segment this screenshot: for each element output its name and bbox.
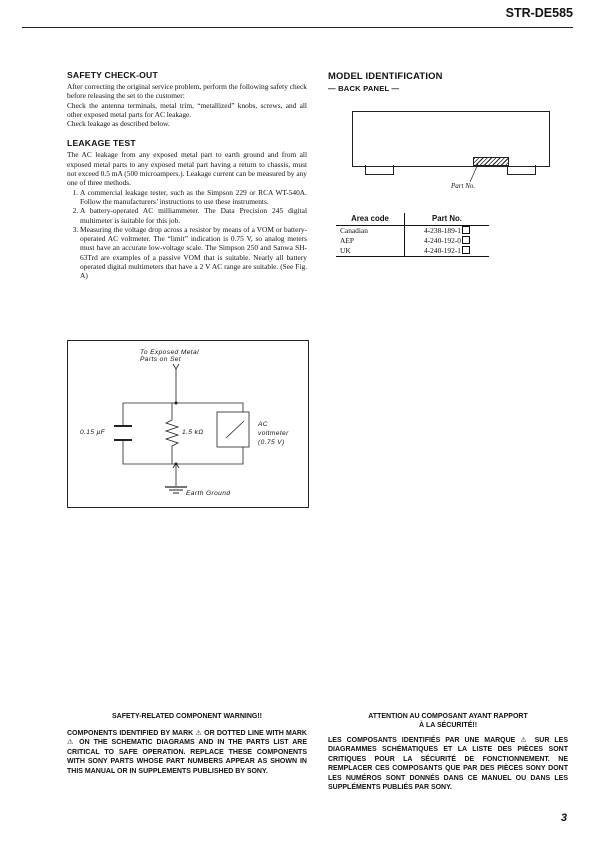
method-item: 3. Measuring the voltage drop across a resistor by means of a VOM or battery-operated AC voltmeter. The “limit” indication is 0.75 V, so analog meters must have an accurate low-voltage scale. The Simpson 250 and Sanwa SH-63Trd are examples of a passive VOM that is suitable. Nearly all battery operated digital multimeters that have a 2 V AC range are suitable. (See Fig. A) [80, 225, 307, 281]
junction-dot [175, 463, 178, 466]
safety-paragraph: Check leakage as described below. [67, 119, 170, 129]
safety-checkout-text [67, 82, 307, 128]
table-row [336, 226, 489, 237]
area-code-cell: Canadian [336, 226, 405, 237]
method-item: 1. A commercial leakage tester, such as the Simpson 229 or RCA WT-540A. Follow the manufacturers’ instructions to use these instruments. [80, 188, 307, 207]
meter-label-line: AC [258, 421, 268, 428]
part-number-table [336, 213, 489, 257]
leakage-test-text [67, 150, 307, 280]
header-rule [22, 27, 573, 28]
meter-label [258, 420, 289, 447]
junction-dots [175, 402, 178, 466]
column-header: Part No. [405, 213, 490, 226]
ground-label: Earth Ground [186, 490, 231, 497]
safety-paragraph: Check the antenna terminals, metal trim, “metallized” knobs, screws, and all other exposed metal parts for AC leakage. [67, 100, 307, 119]
column-header: Area code [336, 213, 405, 226]
probe-label-line: Parts on Set [140, 356, 182, 363]
meter-label-line: voltmeter [258, 430, 289, 437]
back-panel-subheading: — BACK PANEL — [328, 84, 400, 93]
junction-dot [175, 402, 178, 405]
checkbox-square-icon [462, 226, 470, 234]
diagram-top-label [140, 349, 199, 363]
method-list [67, 188, 307, 281]
part-number-cell [405, 236, 490, 246]
meter-label-line: (0.75 V) [258, 439, 285, 446]
model-number: STR-DE585 [505, 6, 573, 20]
leakage-test-diagram [67, 340, 309, 508]
table-header-row [336, 213, 489, 226]
safety-warning-french [328, 712, 568, 792]
part-number-text: 4-240-192-0 [424, 236, 461, 245]
area-code-cell: UK [336, 246, 405, 257]
bottom-rail [123, 441, 243, 464]
warning-title-line: ATTENTION AU COMPOSANT AYANT RAPPORT [368, 713, 528, 720]
area-code-cell: AEP [336, 236, 405, 246]
checkbox-square-icon [462, 246, 470, 254]
left-column [67, 70, 307, 281]
leakage-intro: The AC leakage from any exposed metal part to earth ground and from all exposed metal parts to any exposed metal part having a return to chassis, must not exceed 0.5 mA (500 microampers.). Leakage current can be measured by any one of three methods. [67, 150, 307, 188]
panel-foot [365, 165, 394, 175]
model-id-heading: MODEL IDENTIFICATION [328, 70, 443, 81]
meter-needle [226, 421, 244, 438]
part-number-cell [405, 226, 490, 237]
table-row [336, 246, 489, 257]
part-number-text: 4-240-192-1 [424, 246, 461, 255]
warning-title: SAFETY-RELATED COMPONENT WARNING!! [112, 713, 262, 720]
checkbox-square-icon [462, 236, 470, 244]
warning-title [328, 712, 568, 730]
probe-arrow [173, 364, 179, 369]
resistor-label: 1.5 kΩ [182, 429, 204, 436]
panel-foot [507, 165, 536, 175]
safety-checkout-heading: SAFETY CHECK-OUT [67, 70, 158, 80]
part-number-callout: Part No. [451, 182, 476, 190]
method-item: 2. A battery-operated AC milliammeter. The Data Precision 245 digital multimeter is suitable for this job. [80, 206, 307, 225]
table-row [336, 236, 489, 246]
part-number-text: 4-238-189-1 [424, 226, 461, 235]
part-number-cell [405, 246, 490, 257]
warning-text: COMPONENTS IDENTIFIED BY MARK ⚠ OR DOTTED LINE WITH MARK ⚠ ON THE SCHEMATIC DIAGRAMS AND IN THE PARTS LIST ARE CRITICAL TO SAFE OPERATION. REPLACE THESE COMPONENTS WITH SONY PARTS WHOSE PART NUMBERS APPEAR AS SHOWN IN THIS MANUAL OR IN SUPPLEMENTS PUBLISHED BY SONY. [67, 730, 307, 775]
warning-title-line: À LA SÉCURITÉ!! [418, 722, 478, 729]
page-number: 3 [560, 812, 567, 824]
safety-paragraph: After correcting the original service problem, perform the following safety check before releasing the set to the customer: [67, 82, 307, 101]
meter-box [217, 412, 249, 447]
probe-label-line: To Exposed Metal [140, 349, 199, 356]
safety-warning-english [67, 712, 307, 776]
top-rail [123, 403, 243, 426]
capacitor-label: 0.15 μF [80, 429, 106, 436]
warning-text: LES COMPOSANTS IDENTIFIÉS PAR UNE MARQUE ⚠ SUR LES DIAGRAMMES SCHÉMATIQUES ET LA LISTE DES PIÈCES SONT CRITIQUES POUR LA SÉCURITÉ DE FONCTIONNEMENT. NE REMPLACER CES COMPOSANTS QUE PAR DES PIÈCES SONY DONT LES NUMÉROS SONT DONNÉS DANS CE MANUEL OU DANS LES SUPPLÉMENTS PUBLIÉS PAR SONY. [328, 737, 568, 792]
resistor-zigzag [166, 403, 178, 464]
right-column [328, 70, 558, 93]
back-panel-drawing [352, 111, 550, 167]
leakage-test-heading: LEAKAGE TEST [67, 138, 136, 149]
